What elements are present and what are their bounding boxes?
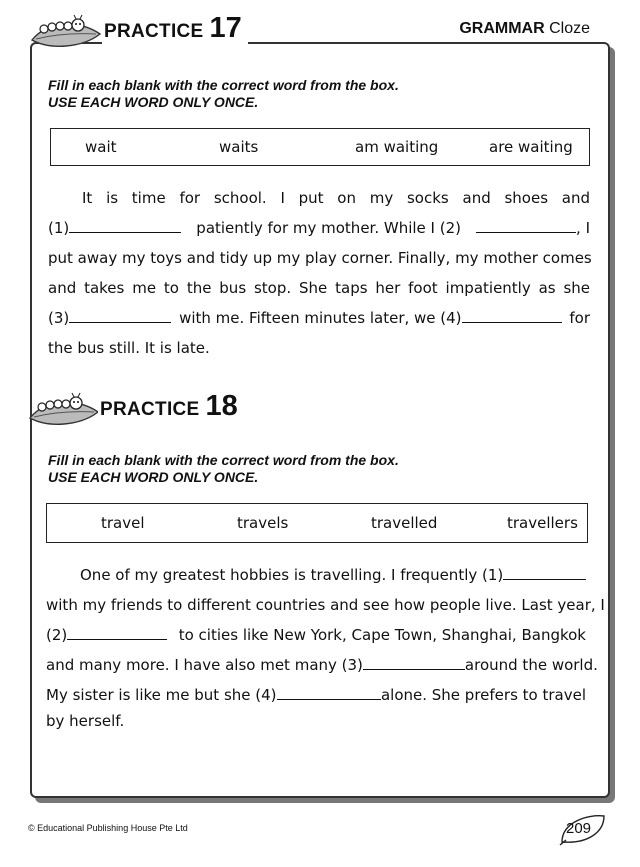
category-name: Cloze bbox=[549, 20, 590, 37]
word-box-18 bbox=[46, 503, 588, 543]
page-number: 209 bbox=[566, 820, 592, 837]
passage-line: My sister is like me but she (4) alone. She prefers to travel bbox=[46, 686, 586, 704]
word-option: travels bbox=[237, 514, 289, 532]
answer-blank-2[interactable] bbox=[67, 638, 167, 640]
word-option: wait bbox=[85, 138, 117, 156]
copyright-text: © Educational Publishing House Pte Ltd bbox=[28, 823, 188, 833]
practice-number: 18 bbox=[205, 390, 238, 422]
passage-line: It is time for school. I put on my socks and shoes and bbox=[82, 189, 590, 207]
answer-blank-4[interactable] bbox=[277, 698, 381, 700]
word-option: are waiting bbox=[489, 138, 573, 156]
passage-line: One of my greatest hobbies is travelling. I frequently (1) bbox=[80, 566, 586, 584]
passage-line: (3) with me. Fifteen minutes later, we (4) for bbox=[48, 309, 590, 327]
practice-18-header bbox=[98, 390, 244, 423]
passage-line: with my friends to different countries and see how people live. Last year, I bbox=[46, 596, 605, 614]
answer-blank-3[interactable] bbox=[69, 321, 171, 323]
word-option: travel bbox=[101, 514, 145, 532]
word-option: waits bbox=[219, 138, 259, 156]
word-option: am waiting bbox=[355, 138, 439, 156]
practice-label: PRACTICE bbox=[100, 399, 200, 420]
word-box-17 bbox=[50, 128, 590, 166]
section-category bbox=[453, 20, 592, 38]
passage-line: and many more. I have also met many (3) around the world. bbox=[46, 656, 598, 674]
answer-blank-2[interactable] bbox=[476, 231, 576, 233]
passage-line: and takes me to the bus stop. She taps her foot impatiently as she bbox=[48, 279, 590, 297]
practice-label: PRACTICE bbox=[104, 21, 204, 42]
answer-blank-3[interactable] bbox=[363, 668, 465, 670]
practice-17-header bbox=[102, 12, 248, 45]
practice-number: 17 bbox=[209, 12, 242, 44]
passage-line: put away my toys and tidy up my play corner. Finally, my mother comes bbox=[48, 249, 592, 267]
caterpillar-leaf-icon bbox=[28, 392, 100, 428]
instruction-line-2: USE EACH WORD ONLY ONCE. bbox=[48, 469, 259, 485]
passage-line: by herself. bbox=[46, 712, 125, 730]
word-option: travelled bbox=[371, 514, 438, 532]
category-bold: GRAMMAR bbox=[459, 20, 545, 37]
word-option: travellers bbox=[507, 514, 578, 532]
instructions-18 bbox=[48, 452, 399, 486]
passage-line: the bus still. It is late. bbox=[48, 339, 210, 357]
answer-blank-1[interactable] bbox=[503, 578, 586, 580]
instructions-17 bbox=[48, 77, 399, 111]
passage-line: (2) to cities like New York, Cape Town, Shanghai, Bangkok bbox=[46, 626, 586, 644]
instruction-line-1: Fill in each blank with the correct word from the box. bbox=[48, 77, 399, 93]
instruction-line-2: USE EACH WORD ONLY ONCE. bbox=[48, 94, 259, 110]
passage-line: (1) patiently for my mother. While I (2) , I bbox=[48, 219, 590, 237]
instruction-line-1: Fill in each blank with the correct word from the box. bbox=[48, 452, 399, 468]
caterpillar-leaf-icon bbox=[30, 14, 102, 50]
answer-blank-1[interactable] bbox=[69, 231, 181, 233]
answer-blank-4[interactable] bbox=[462, 321, 562, 323]
